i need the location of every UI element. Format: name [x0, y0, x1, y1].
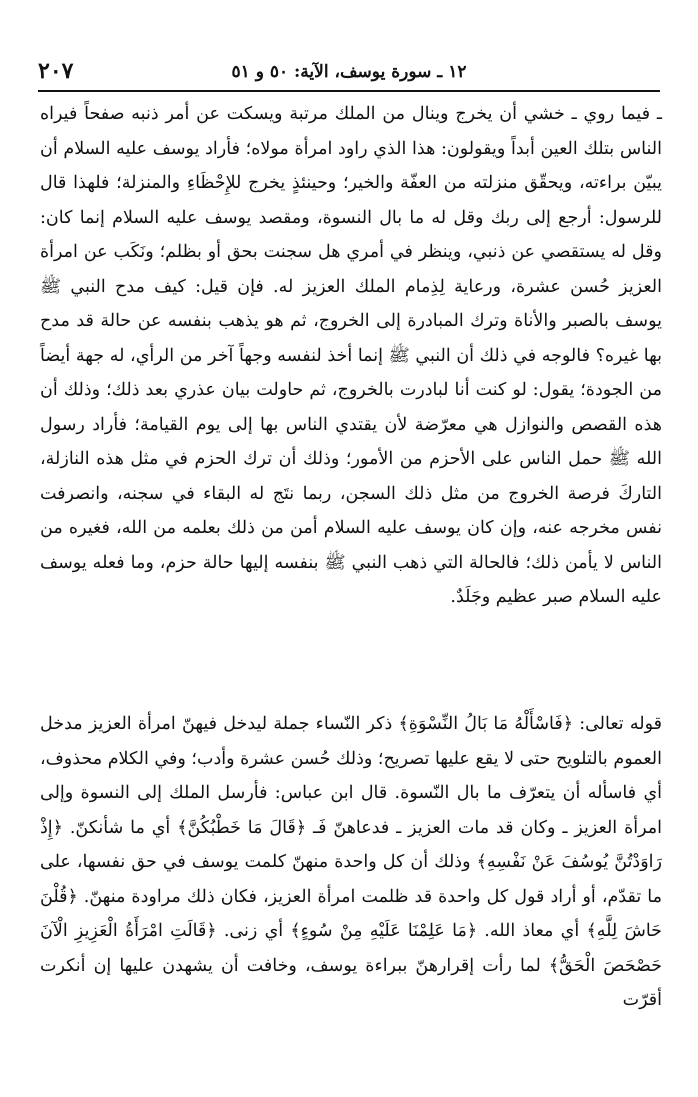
paragraph-2-text: قوله تعالى: ﴿فَاسْأَلْهُ مَا بَالُ النِّسْوَةِ﴾ ذكر النّساء جملة ليدخل فيهنّ امرأة العزيز مدخل العموم بالتلويح حتى لا يقع عليها تصريح؛ وذلك حُسن عشرة وأدب؛ وفي الكلام محذوف، أي فاسأله أن يتعرّف ما بال النّسوة. قال ابن عباس: فأرسل الملك إلى النسوة وإلى امرأة العزيز ـ وكان قد مات العزيز ـ فدعاهنّ فَـ ﴿قَالَ مَا خَطْبُكُنَّ﴾ أي ما شأنكنّ. ﴿إِذْ رَاوَدْتُنَّ يُوسُفَ عَنْ نَفْسِهِ﴾ وذلك أن كل واحدة منهنّ كلمت يوسف في حق نفسها، على ما تقدّم، أو أراد قول كل واحدة قد ظلمت امرأة العزيز، فكان ذلك مراودة منهنّ. ﴿قُلْنَ حَاشَ لِلَّهِ﴾ أي معاذ الله. ﴿مَا عَلِمْنَا عَلَيْهِ مِنْ سُوءٍ﴾ أي زنى. ﴿قَالَتِ امْرَأَةُ الْعَزِيزِ الْآنَ حَصْحَصَ الْحَقُّ﴾ لما رأت إقرارهنّ ببراءة يوسف، وخافت أن يشهدن عليها إن أنكرت أقرّت	[40, 714, 662, 1010]
paragraph-1	[40, 97, 662, 615]
header-rule	[38, 90, 660, 92]
page-number: ٢٠٧	[38, 58, 74, 84]
paragraph-2	[40, 707, 662, 1018]
page-header	[38, 58, 660, 88]
paragraph-1-text: ـ فيما روي ـ خشي أن يخرج وينال من الملك مرتبة ويسكت عن أمر ذنبه صفحاً فيراه الناس بتلك العين أبداً ويقولون: هذا الذي راود امرأة مولاه؛ فأراد يوسف عليه السلام أن يبيّن براءته، ويحقّق منزلته من العفّة والخير؛ وحينئذٍ يخرج للإِحْظَاءِ والمنزلة؛ فلهذا قال للرسول: أرجع إلى ربك وقل له ما بال النسوة، ومقصد يوسف عليه السلام إنما كان: وقل له يستقصي عن ذنبي، وينظر في أمري هل سجنت بحق أو بظلم؛ ونَكَب عن امرأة العزيز حُسن عشرة، ورعاية لِذِمام الملك العزيز له. فإن قيل: كيف مدح النبي ﷺ يوسف بالصبر والأناة وترك المبادرة إلى الخروج، ثم هو يذهب بنفسه عن حالة قد مدح بها غيره؟ فالوجه في ذلك أن النبي ﷺ إنما أخذ لنفسه وجهاً آخر من الرأي، له جهة أيضاً من الجودة؛ يقول: لو كنت أنا لبادرت بالخروج، ثم حاولت بيان عذري بعد ذلك؛ وذلك أن هذه القصص والنوازل هي معرّضة لأن يقتدي الناس بها إلى يوم القيامة؛ فأراد رسول الله ﷺ حمل الناس على الأحزم من الأمور؛ وذلك أن ترك الحزم في مثل هذه النازلة، التاركَ فرصة الخروج من مثل ذلك السجن، ربما نتَج له البقاء في سجنه، وانصرفت نفس مخرجه عنه، وإن كان يوسف عليه السلام أمن من ذلك بعلمه من الله، فغيره من الناس لا يأمن ذلك؛ فالحالة التي ذهب النبي ﷺ بنفسه إليها حالة حزم، وما فعله يوسف عليه السلام صبر عظيم وجَلَدٌ.	[40, 104, 662, 607]
running-head: ١٢ ـ سورة يوسف، الآية: ٥٠ و ٥١	[231, 62, 467, 82]
